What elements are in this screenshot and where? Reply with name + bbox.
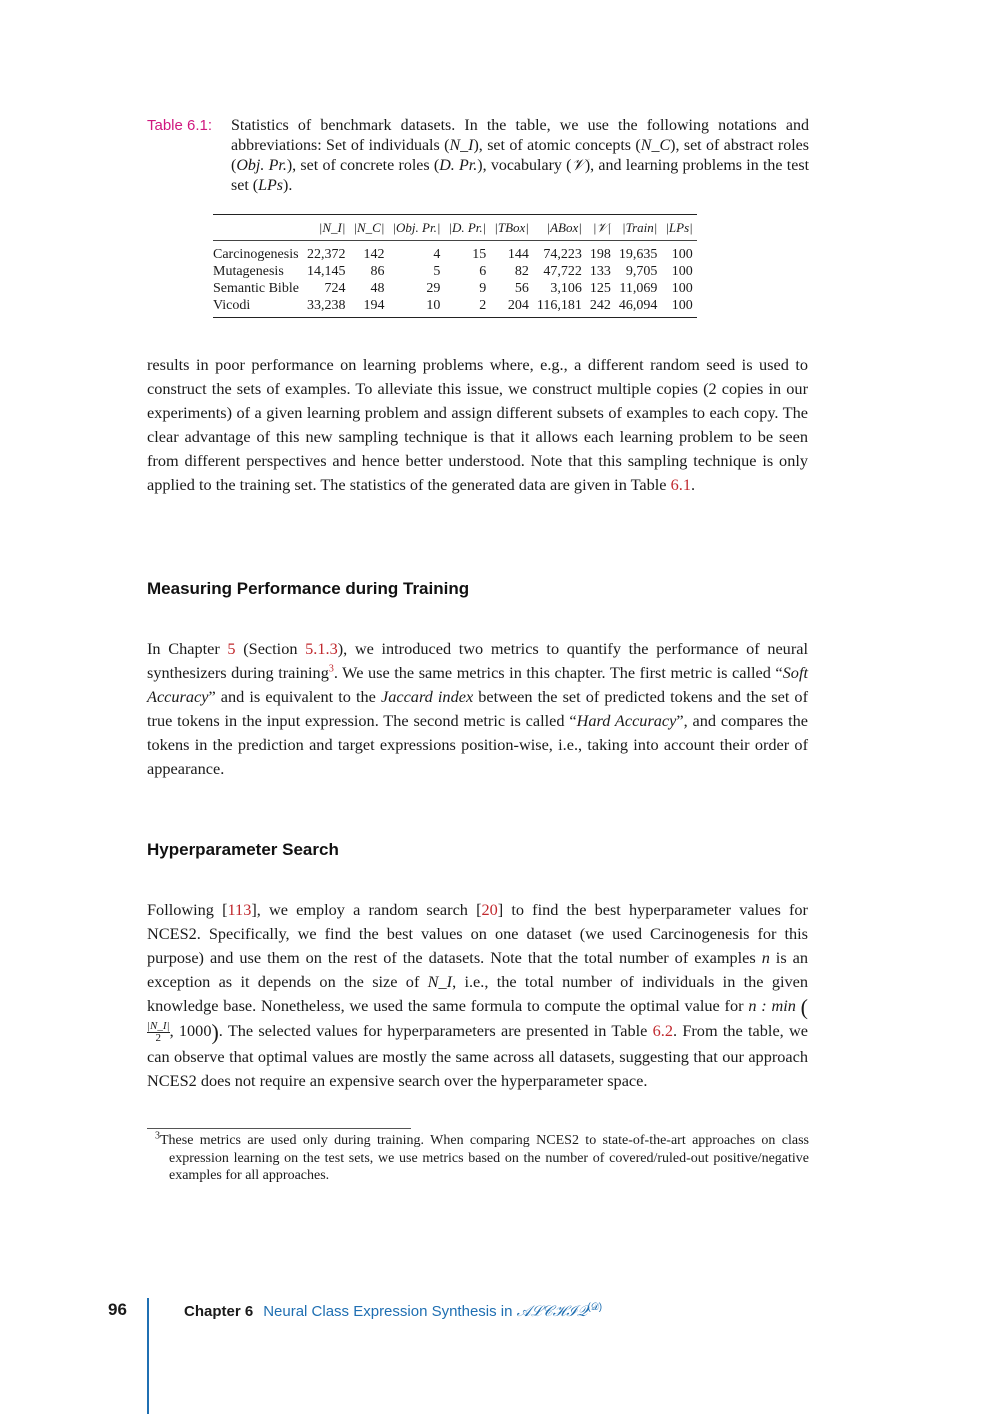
table-cell: 19,635: [618, 247, 658, 262]
table-row: [213, 241, 697, 264]
header-cell: |N_C|: [353, 220, 385, 235]
table-cell: 47,722: [543, 264, 582, 279]
table-cell: 10: [426, 298, 441, 313]
table-cell: 100: [671, 247, 693, 262]
table-ref-link[interactable]: 6.1: [670, 475, 691, 494]
table-cell: 144: [507, 247, 529, 262]
table-cell: 46,094: [618, 298, 658, 313]
table-cell: 48: [370, 281, 385, 296]
header-cell: |LPs|: [665, 220, 693, 235]
footnote-ref-link[interactable]: 3: [328, 663, 334, 675]
header-cell: |ABox|: [546, 220, 582, 235]
table-cell: 5: [433, 264, 441, 279]
table-cell: 9,705: [625, 264, 658, 279]
caption-label: Table 6.1:: [147, 117, 213, 134]
dataset-name-cell: Mutagenesis: [213, 264, 284, 279]
table-cell: 724: [324, 281, 346, 296]
table-cell: 125: [589, 281, 611, 296]
paragraph-sampling: results in poor performance on learning problems where, e.g., a different random seed is used to construct the sets of examples. To alleviate this issue, we construct multiple copies (2 copies in our experiments) of a given learning problem and assign different subsets of examples to each copy. The clear advantage of this new sampling technique is that it allows each learning problem to be seen from different perspectives and hence better understood. Note that this sampling technique is only applied to the training set. The statistics of the generated data are given in Table 6.1.: [147, 355, 808, 494]
table-cell: 6: [479, 264, 487, 279]
table-cell: 242: [589, 298, 611, 313]
table-cell: 82: [514, 264, 529, 279]
table-cell: 56: [514, 281, 529, 296]
table-header-row: [213, 215, 697, 241]
table-cell: 33,238: [306, 298, 346, 313]
table-cell: 204: [507, 298, 529, 313]
table-cell: 100: [671, 264, 693, 279]
header-cell: |Train|: [622, 220, 658, 235]
header-cell: |𝒱|: [592, 220, 611, 235]
table-cell: 142: [363, 247, 385, 262]
footnote-divider: [147, 1128, 411, 1129]
dataset-statistics-table: [213, 214, 697, 318]
table-cell: 100: [671, 281, 693, 296]
footnote: $^3$These metrics are used only during training. When comparing NCES2 to state-of-the-art approaches on class expression learning on the test sets, we use metrics based on the number of covered/ruled-out positive/negative examples for all approaches.: [155, 1130, 809, 1183]
section-heading-measuring-performance: Measuring Performance during Training: [147, 579, 470, 598]
table-cell: 198: [589, 247, 611, 262]
table-cell: 4: [433, 247, 441, 262]
chapter-ref-link[interactable]: 5: [227, 639, 236, 658]
table-cell: 3,106: [550, 281, 582, 296]
table-caption: [147, 116, 809, 196]
table-row: [213, 263, 697, 280]
table-cell: 22,372: [306, 247, 346, 262]
chapter-title: Neural Class Expression Synthesis in: [263, 1303, 517, 1320]
running-footer: Chapter 6 Neural Class Expression Synthesis in 𝒜ℒ𝒞ℋℐ𝒬$^{(𝒟)}$: [184, 1302, 603, 1320]
table-cell: 74,223: [543, 247, 582, 262]
table-cell: 2: [479, 298, 487, 313]
table-cell: 116,181: [536, 298, 582, 313]
caption-text: Statistics of benchmark datasets. In the table, we use the following notations and abbreviations: Set of individuals (N_I), set of atomic concepts (N_C), set of abstract roles (Obj. Pr.), set of concrete roles (D. Pr.), vocabulary (𝒱), and learning problems in the test set (LPs).: [231, 117, 810, 194]
chapter-label: Chapter 6: [184, 1303, 254, 1320]
section-ref-link[interactable]: 5.1.3: [305, 639, 338, 658]
fraction: $\frac{|N\_I|}{2}$: [147, 1020, 170, 1045]
dataset-name-cell: Semantic Bible: [213, 281, 299, 296]
paragraph-metrics: In Chapter 5 (Section 5.1.3), we introduced two metrics to quantify the performance of neural synthesizers during training$^3$. We use the same metrics in this chapter. The first metric is called “Soft Accuracy” and is equivalent to the Jaccard index between the set of predicted tokens and the set of true tokens in the input expression. The second metric is called “Hard Accuracy”, and compares the tokens in the prediction and target expressions position-wise, i.e., taking into account their order of appearance.: [147, 639, 808, 778]
dataset-name-cell: Carcinogenesis: [213, 247, 299, 262]
table-cell: 15: [472, 247, 487, 262]
table-cell: 29: [426, 281, 441, 296]
table-row: [213, 280, 697, 297]
table-cell: 11,069: [619, 281, 658, 296]
table-cell: 133: [589, 264, 611, 279]
footer-divider: [147, 1298, 149, 1414]
table-cell: 14,145: [306, 264, 346, 279]
table-cell: 86: [370, 264, 385, 279]
header-cell: |N_I|: [318, 220, 346, 235]
header-cell: [213, 215, 303, 241]
header-cell: |Obj. Pr.|: [392, 220, 441, 235]
paragraph-hyperparameters: Following [113], we employ a random search [20] to find the best hyperparameter values for NCES2. Specifically, we find the best values on one dataset (we used Carcinogenesis for this purpose) and use them on the rest of the datasets. Note that the total number of examples n is an exception as it depends on the size of N_I, i.e., the total number of individuals in the given knowledge base. Nonetheless, we used the same formula to compute the optimal value for n : min ( $\frac{|N\_I|}{2}$ , 1000). The selected values for hyperparameters are presented in Table 6.2. From the table, we can observe that optimal values are mostly the same across all datasets, suggesting that our approach NCES2 does not require an expensive search over the hyperparameter space.: [147, 900, 809, 1090]
table-row: [213, 297, 697, 318]
page-number: 96: [108, 1300, 127, 1319]
table-cell: 194: [363, 298, 385, 313]
header-cell: |TBox|: [494, 220, 529, 235]
section-heading-hyperparameter-search: Hyperparameter Search: [147, 840, 339, 859]
dataset-name-cell: Vicodi: [213, 298, 251, 313]
header-cell: |D. Pr.|: [448, 220, 487, 235]
table-ref-link[interactable]: 6.2: [652, 1021, 673, 1041]
citation-link[interactable]: 20: [481, 900, 498, 919]
table-cell: 9: [479, 281, 487, 296]
citation-link[interactable]: 113: [227, 900, 252, 919]
table-cell: 100: [671, 298, 693, 313]
